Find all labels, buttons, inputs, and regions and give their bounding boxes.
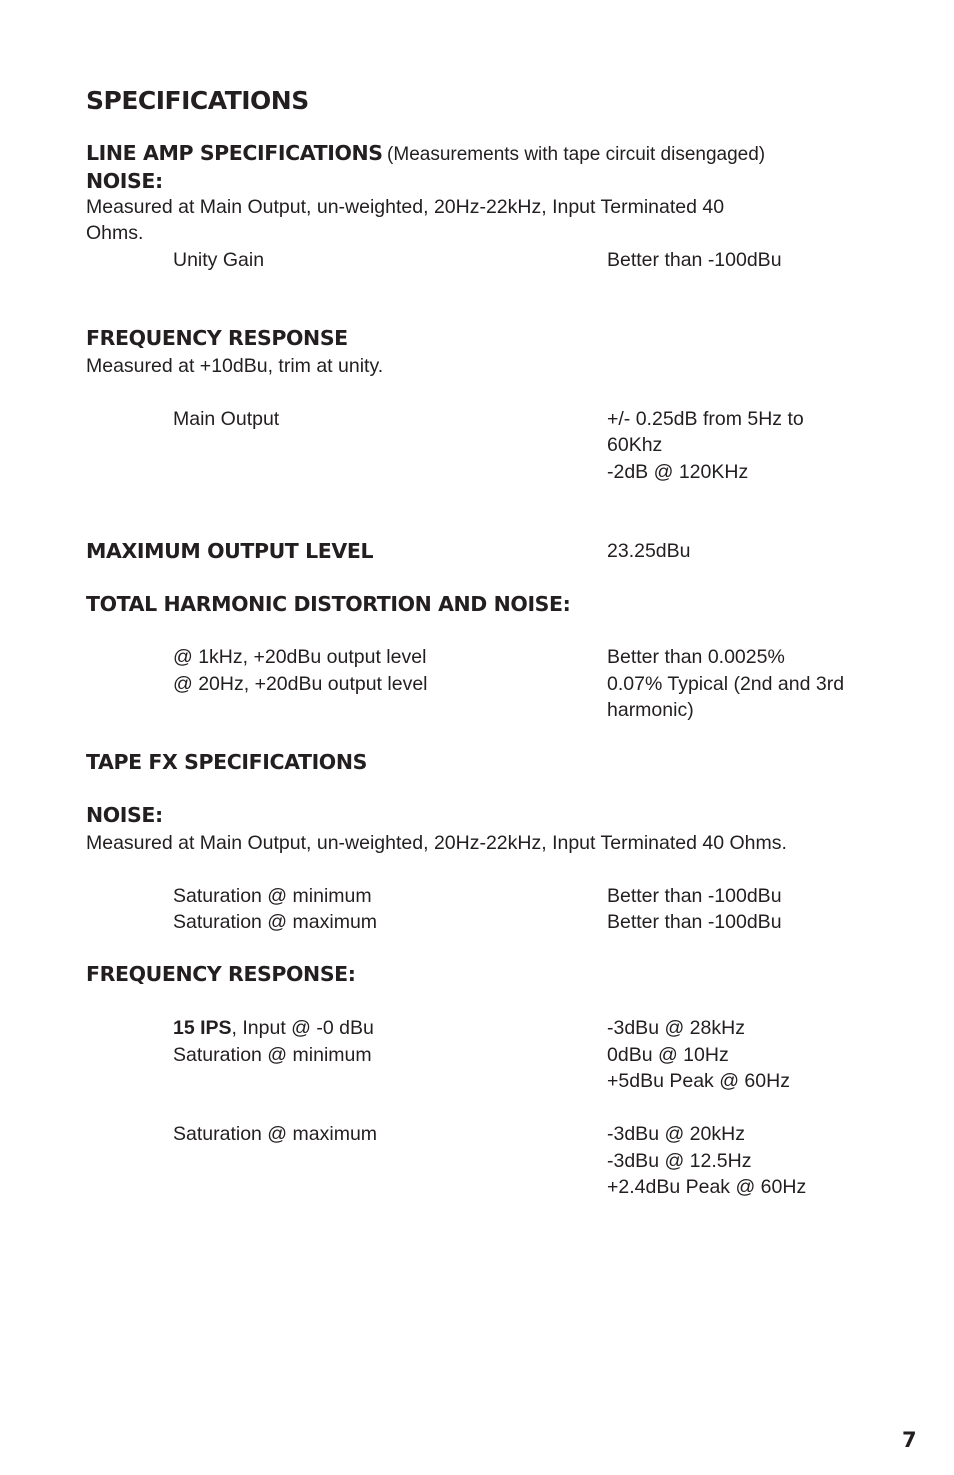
tape-fx-noise-desc: Measured at Main Output, un-weighted, 20Hz-22kHz, Input Terminated 40 Ohms. — [86, 832, 787, 854]
tape-noise-row2-label: Saturation @ maximum — [173, 911, 378, 933]
page-title: SPECIFICATIONS — [86, 86, 309, 115]
line-amp-heading-note: (Measurements with tape circuit disengaged) — [387, 144, 766, 165]
line-amp-noise-desc-line2: Ohms. — [86, 222, 144, 244]
thd-row1-label: @ 1kHz, +20dBu output level — [173, 646, 427, 668]
max-output-heading: MAXIMUM OUTPUT LEVEL — [86, 539, 374, 563]
unity-gain-value: Better than -100dBu — [607, 249, 782, 271]
tape-noise-row2-value: Better than -100dBu — [607, 911, 782, 933]
tape-fx-heading: TAPE FX SPECIFICATIONS — [86, 750, 367, 774]
line-amp-noise-desc-line1: Measured at Main Output, un-weighted, 20Hz-22kHz, Input Terminated 40 — [86, 196, 725, 218]
tape-freq-group2-value2: -3dBu @ 12.5Hz — [607, 1150, 752, 1172]
line-amp-freq-heading: FREQUENCY RESPONSE — [86, 326, 348, 350]
tape-fx-noise-heading: NOISE: — [86, 803, 163, 827]
main-output-value-line1: +/- 0.25dB from 5Hz to — [607, 408, 804, 430]
tape-speed-rest: , Input @ -0 dBu — [231, 1017, 374, 1039]
thd-row2-label: @ 20Hz, +20dBu output level — [173, 673, 428, 695]
tape-speed-bold: 15 IPS — [173, 1017, 232, 1039]
line-amp-noise-heading: NOISE: — [86, 169, 163, 193]
tape-speed-label — [173, 1019, 374, 1039]
tape-freq-group1-value3: +5dBu Peak @ 60Hz — [607, 1070, 790, 1092]
unity-gain-label: Unity Gain — [173, 249, 265, 271]
main-output-label: Main Output — [173, 408, 280, 430]
tape-freq-group1-value2: 0dBu @ 10Hz — [607, 1044, 729, 1066]
tape-noise-row1-value: Better than -100dBu — [607, 885, 782, 907]
thd-heading: TOTAL HARMONIC DISTORTION AND NOISE: — [86, 592, 571, 616]
thd-row1-value: Better than 0.0025% — [607, 646, 785, 668]
tape-freq-group2-value1: -3dBu @ 20kHz — [607, 1123, 745, 1145]
tape-sat-max-label: Saturation @ maximum — [173, 1123, 378, 1145]
tape-freq-group2-value3: +2.4dBu Peak @ 60Hz — [607, 1176, 807, 1198]
main-output-value-line3: -2dB @ 120KHz — [607, 461, 749, 483]
tape-freq-group1-value1: -3dBu @ 28kHz — [607, 1017, 745, 1039]
line-amp-heading-row — [86, 143, 765, 166]
main-output-value-line2: 60Khz — [607, 434, 663, 456]
tape-sat-min-label: Saturation @ minimum — [173, 1044, 372, 1066]
line-amp-freq-desc: Measured at +10dBu, trim at unity. — [86, 355, 384, 377]
tape-fx-freq-heading: FREQUENCY RESPONSE: — [86, 962, 356, 986]
page-number: 7 — [902, 1428, 917, 1452]
thd-row2-value-line1: 0.07% Typical (2nd and 3rd — [607, 673, 845, 695]
max-output-value: 23.25dBu — [607, 540, 691, 562]
line-amp-heading: LINE AMP SPECIFICATIONS — [86, 141, 383, 165]
tape-noise-row1-label: Saturation @ minimum — [173, 885, 372, 907]
thd-row2-value-line2: harmonic) — [607, 699, 694, 721]
